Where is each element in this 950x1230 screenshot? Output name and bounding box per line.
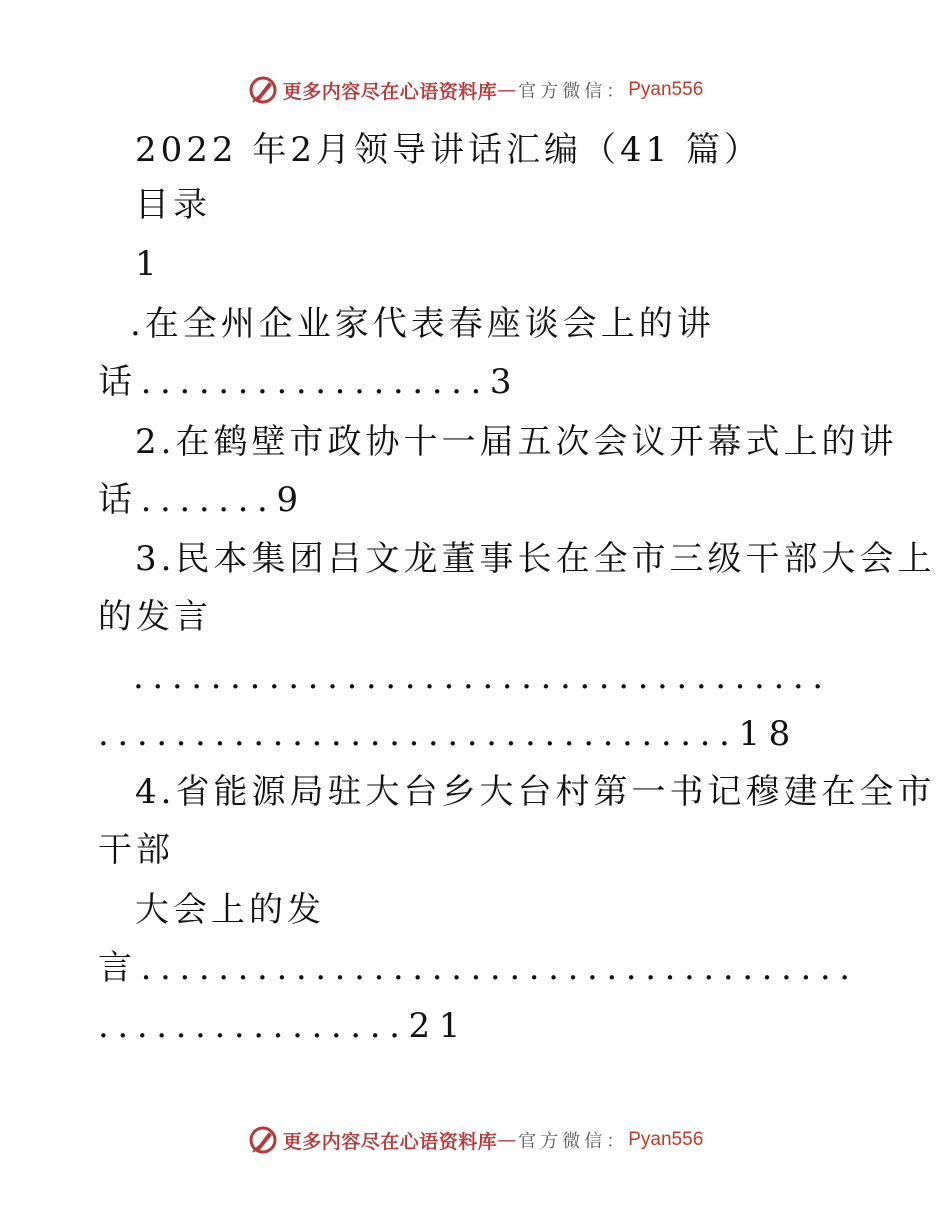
banner-brand-text: 更多内容尽在心语资料库 [282, 1130, 498, 1153]
banner-brand-text: 更多内容尽在心语资料库 [282, 80, 498, 103]
quill-pen-icon [247, 74, 279, 106]
banner-separator: — [497, 79, 517, 101]
document-title: 2022 年2月领导讲话汇编（41 篇） [135, 130, 763, 170]
toc-line-4: 2.在鹤壁市政协十一届五次会议开幕式上的讲 [135, 422, 898, 462]
toc-line-3: 话..................3 [98, 362, 521, 402]
banner-wechat-id: Pyan556 [628, 79, 704, 100]
toc-line-9: .................................18 [98, 714, 799, 754]
banner-separator: — [497, 1129, 517, 1151]
toc-line-8: .................................... [133, 657, 832, 697]
banner-label: 官方微信： [518, 81, 629, 102]
quill-pen-icon [247, 1124, 279, 1156]
toc-line-11: 干部 [98, 830, 174, 870]
toc-line-2: .在全州企业家代表春座谈会上的讲 [130, 304, 715, 344]
banner-label: 官方微信： [518, 1131, 629, 1152]
toc-line-13: 言..................................... [98, 948, 859, 988]
footer-watermark-banner [0, 1120, 950, 1160]
header-watermark-banner [0, 70, 950, 110]
toc-line-6: 3.民本集团吕文龙董事长在全市三级干部大会上 [135, 539, 936, 579]
toc-line-12: 大会上的发 [135, 890, 325, 930]
banner-wechat-id: Pyan556 [628, 1129, 704, 1150]
toc-line-1: 1 [135, 244, 161, 284]
toc-line-14: ................21 [98, 1006, 469, 1046]
toc-heading: 目录 [135, 185, 211, 225]
toc-line-10: 4.省能源局驻大台乡大台村第一书记穆建在全市 [135, 772, 936, 812]
toc-line-5: 话.......9 [98, 480, 307, 520]
toc-line-7: 的发言 [98, 597, 212, 637]
